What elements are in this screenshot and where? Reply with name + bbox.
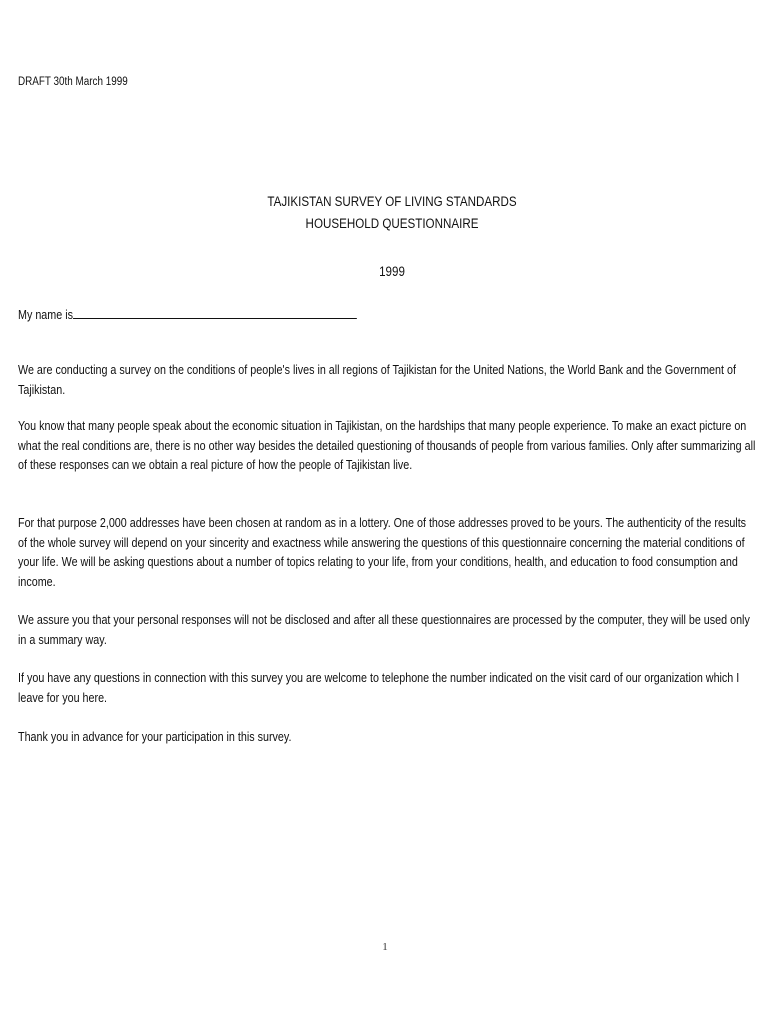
- confidentiality-paragraph: We assure you that your personal responses will not be disclosed and after all these questionnaires are processed by the computer, they will be used only in a summary way.: [18, 613, 750, 647]
- thanks-paragraph: Thank you in advance for your participation in this survey.: [18, 730, 292, 744]
- name-prompt: My name is: [18, 308, 73, 322]
- survey-title: TAJIKISTAN SURVEY OF LIVING STANDARDS: [267, 194, 517, 209]
- name-blank-field: [73, 305, 357, 319]
- survey-year: 1999: [379, 264, 405, 279]
- sampling-paragraph: For that purpose 2,000 addresses have been chosen at random as in a lottery. One of those addresses proved to be yours. The authenticity of the results of the whole survey will depend on your sincerity and exactness while answering the questions of this questionnaire concerning the material conditions of your life. We will be asking questions about a number of topics relating to your life, from your conditions, health, and education to food consumption and income.: [18, 516, 747, 589]
- contact-paragraph: If you have any questions in connection with this survey you are welcome to telephone the number indicated on the visit card of our organization which I leave for you here.: [18, 671, 740, 705]
- context-paragraph: You know that many people speak about the economic situation in Tajikistan, on the hardships that many people experience. To make an exact picture on what the real conditions are, there is no other way besides the detailed questioning of thousands of people from various families. Only after summarizing all of these responses can we obtain a real picture of how the people of Tajikistan live.: [18, 419, 756, 472]
- questionnaire-title: HOUSEHOLD QUESTIONNAIRE: [305, 216, 479, 231]
- draft-date-label: DRAFT 30th March 1999: [18, 76, 128, 88]
- intro-paragraph: We are conducting a survey on the conditions of people's lives in all regions of Tajikistan for the United Nations, the World Bank and the Government of Tajikistan.: [18, 363, 736, 397]
- page-number: 1: [382, 941, 388, 953]
- name-line: [18, 305, 357, 322]
